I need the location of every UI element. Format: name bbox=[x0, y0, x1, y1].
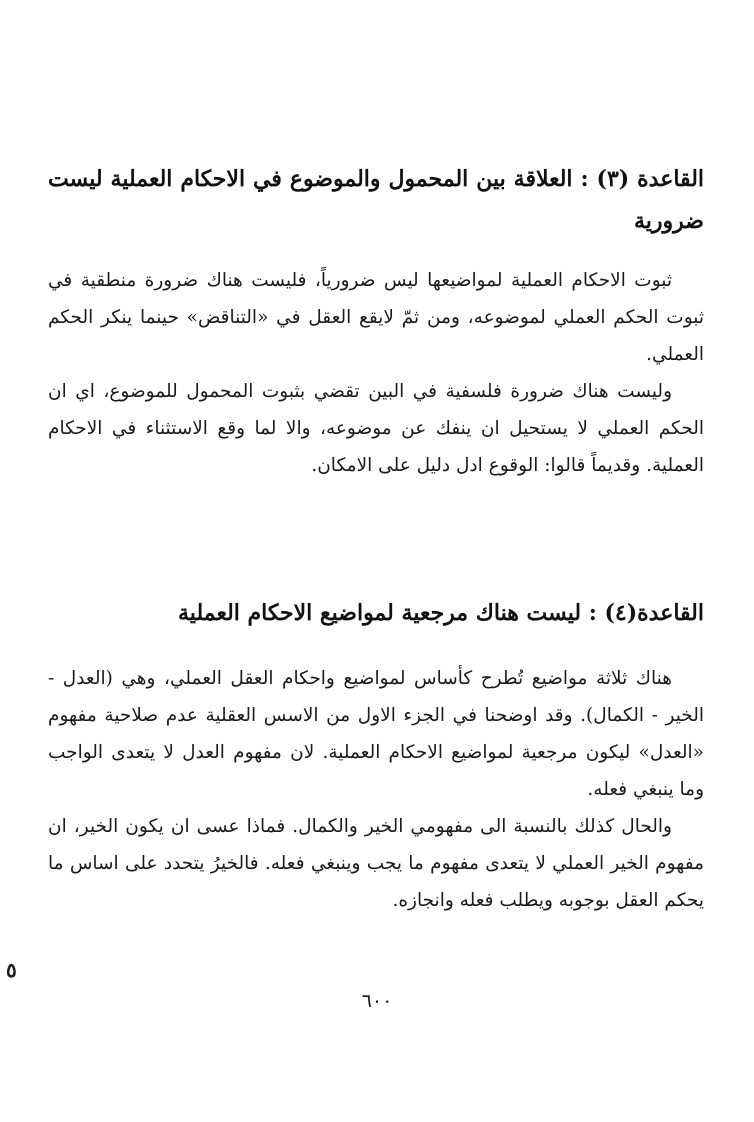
rule4-heading: القاعدة(٤) : ليست هناك مرجعية لمواضيع الاحكام العملية bbox=[178, 600, 704, 626]
rule4-body bbox=[48, 660, 704, 919]
rule3-paragraph-2: وليست هناك ضرورة فلسفية في البين تقضي بثبوت المحمول للموضوع، اي ان الحكم العملي لا يستحيل ان ينفك عن موضوعه، والا لما وقع الاستثناء في الاحكام العملية. وقديماً قالوا: الوقوع ادل دليل على الامكان. bbox=[48, 381, 704, 476]
rule3-section bbox=[48, 158, 704, 242]
rule3-paragraph-1: ثبوت الاحكام العملية لمواضيعها ليس ضرورياً، فليست هناك ضرورة منطقية في ثبوت الحكم العملي لموضوعه، ومن ثمّ لايقع العقل في «التناقض» حينما ينكر الحكم العملي. bbox=[48, 270, 704, 365]
rule4-paragraph-2: والحال كذلك بالنسبة الى مفهومي الخير والكمال. فماذا عسى ان يكون الخير، ان مفهوم الخير العملي لا يتعدى مفهوم ما يجب وينبغي فعله. فالخيرُ يتحدد على اساس ما يحكم العقل بوجوبه ويطلب فعله وانجازه. bbox=[48, 816, 704, 911]
rule4-section bbox=[48, 592, 704, 634]
rule3-heading: القاعدة (٣) : العلاقة بين المحمول والموضوع في الاحكام العملية ليست ضرورية bbox=[48, 166, 705, 234]
margin-mark: ٥ bbox=[6, 958, 17, 982]
rule3-body bbox=[48, 262, 704, 484]
rule4-paragraph-1: هناك ثلاثة مواضيع تُطرح كأساس لمواضيع واحكام العقل العملي، وهي (العدل - الخير - الكمال). وقد اوضحنا في الجزء الاول من الاسس العقلية عدم صلاحية مفهوم «العدل» ليكون مرجعية لمواضيع الاحكام العملية. لان مفهوم العدل لا يتعدى الواجب وما ينبغي فعله. bbox=[48, 668, 704, 800]
page-number: ٦٠٠ bbox=[361, 990, 393, 1012]
